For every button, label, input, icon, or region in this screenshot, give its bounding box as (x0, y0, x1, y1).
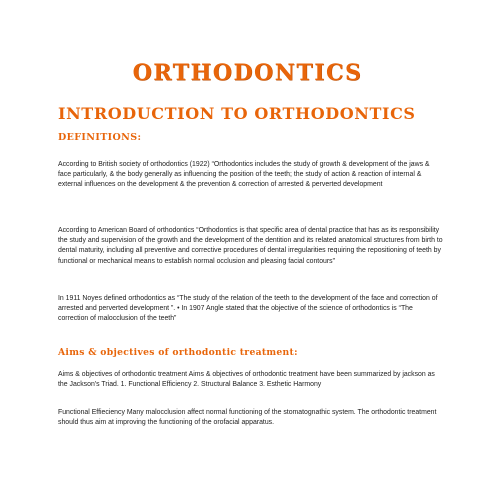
definition-paragraph-british: According to British society of orthodontics (1922) “Orthodontics includes the study of growth & development of the jaws & face particularly, & the body generally as influencing the position of the teeth; the study of action & reaction of internal & external influences on the development & the prevention & correction of arrested & perverted development (58, 161, 430, 189)
definition-paragraph-american: According to American Board of orthodontics “Orthodontics is that specific area of dental practice that has as its responsibility the study and supervision of the growth and the development of the dentition and its related anatomical structures from birth to dental maturity, including all preventive and corrective procedures of dental irregularities requiring the repositioning of teeth by functional or mechanical means to establish normal occlusion and pleasing facial contours” (58, 227, 443, 265)
document-subtitle: INTRODUCTION TO ORTHODONTICS (58, 104, 416, 123)
definition-paragraph-noyes-angle: In 1911 Noyes defined orthodontics as “The study of the relation of the teeth to the development of the face and correction of arrested and perverted development ”. • In 1907 Angle stated that the objective of the science of orthodontics is “The correction of malocclusion of the teeth” (58, 295, 438, 323)
aims-paragraph-functional-efficiency: Functional Effieciency Many malocclusion affect normal functioning of the stomatognathic system. The orthodontic treatment should thus aim at improving the functioning of the orofacial apparatus. (58, 409, 437, 427)
aims-paragraph-jackson-triad: Aims & objectives of orthodontic treatment Aims & objectives of orthodontic treatment have been summarized by jackson as the Jackson’s Triad. 1. Functional Efficiency 2. Structural Balance 3. Esthetic Harmony (58, 371, 435, 389)
aims-heading: Aims & objectives of orthodontic treatment: (58, 347, 298, 358)
definitions-heading: DEFINITIONS: (58, 132, 142, 143)
document-title: ORTHODONTICS (132, 60, 363, 86)
